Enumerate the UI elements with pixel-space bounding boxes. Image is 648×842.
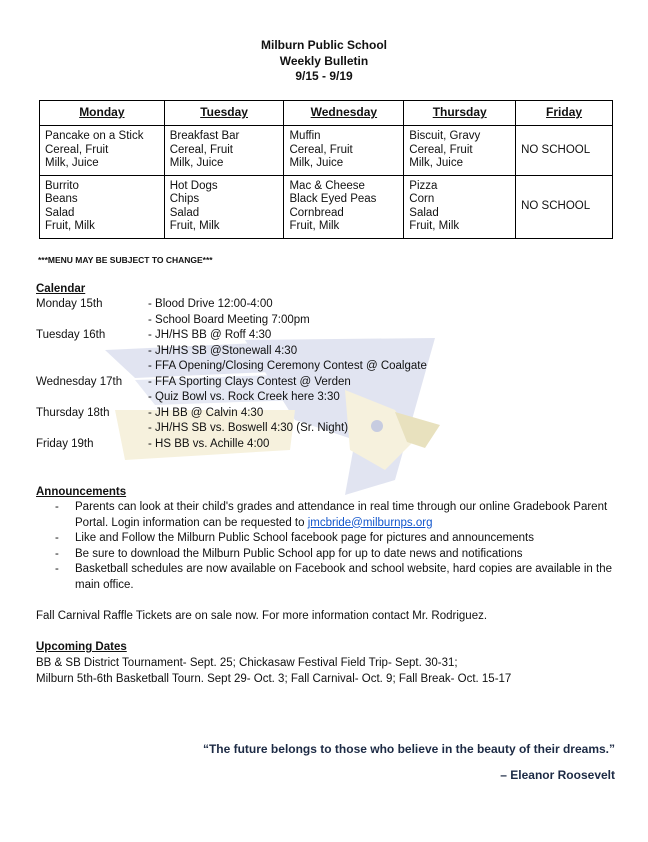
quote-author: – Eleanor Roosevelt — [500, 768, 615, 782]
menu-item: Milk, Juice — [409, 157, 463, 169]
announcement-text: Be sure to download the Milburn Public School app for up to date news and notifications — [75, 547, 523, 560]
menu-item: Fruit, Milk — [409, 220, 460, 232]
lunch-row — [40, 175, 613, 238]
menu-item: Breakfast Bar — [169, 130, 240, 142]
menu-item: Pizza — [409, 179, 438, 192]
menu-item: Fruit, Milk — [45, 220, 95, 232]
bulletin-dates: 9/15 - 9/19 — [295, 69, 353, 83]
inspirational-quote: “The future belongs to those who believe in the beauty of their dreams.” — [202, 742, 615, 756]
lunch-cell — [404, 175, 516, 238]
lunch-cell — [284, 175, 404, 238]
menu-item: Black Eyed Peas — [289, 193, 377, 205]
announcement-item — [55, 562, 625, 593]
menu-item: Cereal, Fruit — [45, 143, 109, 156]
calendar-event: - JH/HS SB vs. Boswell 4:30 (Sr. Night) — [148, 422, 349, 434]
announcement-item — [55, 531, 625, 547]
contact-email-link[interactable]: jmcbride@milburnps.org — [307, 516, 433, 529]
bullet-dash: - — [55, 501, 59, 513]
menu-item: Milk, Juice — [169, 157, 224, 169]
menu-change-note: ***MENU MAY BE SUBJECT TO CHANGE*** — [38, 255, 213, 265]
calendar-day: Thursday 18th — [36, 406, 110, 419]
lunch-cell — [40, 175, 165, 238]
calendar-event: - Blood Drive 12:00-4:00 — [148, 298, 273, 310]
school-name: Milburn Public School — [261, 38, 387, 52]
menu-item: Salad — [45, 206, 75, 219]
lunch-cell — [164, 175, 284, 238]
menu-item: Pancake on a Stick — [45, 130, 144, 142]
upcoming-dates-line: BB & SB District Tournament- Sept. 25; Chickasaw Festival Field Trip- Sept. 30-31; — [36, 657, 458, 669]
calendar-event: - FFA Sporting Clays Contest @ Verden — [148, 375, 351, 388]
breakfast-cell — [164, 126, 284, 176]
menu-day-header: Friday — [516, 101, 613, 126]
breakfast-cell-no-school: NO SCHOOL — [516, 126, 613, 176]
menu-day-header: Wednesday — [284, 101, 404, 126]
breakfast-row — [40, 126, 613, 176]
bullet-dash: - — [55, 547, 59, 560]
menu-item: Fruit, Milk — [289, 220, 340, 232]
upcoming-dates-title: Upcoming Dates — [36, 641, 127, 653]
menu-item: Chips — [169, 193, 200, 205]
menu-item: Muffin — [289, 130, 321, 142]
menu-day-header: Thursday — [404, 101, 516, 126]
bullet-dash: - — [55, 532, 59, 544]
announcements-list — [55, 500, 625, 593]
calendar-event: - School Board Meeting 7:00pm — [148, 313, 310, 326]
menu-day-header: Monday — [40, 101, 165, 126]
announcement-text: Parents can look at their child's grades and attendance in real time through our online Gradebook Parent Portal. Login information can be requested to — [75, 501, 608, 529]
menu-day-header: Tuesday — [164, 101, 284, 126]
announcement-text: Like and Follow the Milburn Public School facebook page for pictures and announcements — [75, 532, 535, 544]
menu-item: Biscuit, Gravy — [409, 130, 481, 142]
breakfast-cell — [404, 126, 516, 176]
calendar-title: Calendar — [36, 283, 86, 295]
calendar-day: Monday 15th — [36, 298, 103, 310]
calendar-event: - JH/HS BB @ Roff 4:30 — [148, 329, 272, 341]
menu-item: Salad — [409, 206, 439, 219]
announcement-text: Basketball schedules are now available on Facebook and school website, hard copies are available in the main office. — [75, 563, 613, 591]
announcement-item — [55, 547, 625, 563]
calendar-event: - Quiz Bowl vs. Rock Creek here 3:30 — [148, 391, 340, 403]
menu-item: Fruit, Milk — [169, 220, 220, 232]
bulletin-title: Weekly Bulletin — [279, 53, 369, 68]
bulletin-header — [0, 38, 648, 85]
calendar-day: Wednesday 17th — [36, 375, 123, 388]
lunch-cell-no-school: NO SCHOOL — [516, 175, 613, 238]
weekly-menu-table — [39, 100, 613, 239]
calendar-event: - JH/HS SB @Stonewall 4:30 — [148, 344, 298, 357]
menu-item: Mac & Cheese — [289, 179, 365, 192]
menu-item: Corn — [409, 193, 435, 205]
menu-item: Cereal, Fruit — [169, 143, 233, 156]
calendar-day: Friday 19th — [36, 437, 94, 450]
menu-item: Cornbread — [289, 206, 344, 219]
breakfast-cell — [284, 126, 404, 176]
upcoming-dates-line: Milburn 5th-6th Basketball Tourn. Sept 29- Oct. 3; Fall Carnival- Oct. 9; Fall Break- Oct. 15-17 — [36, 672, 512, 685]
menu-item: Hot Dogs — [169, 179, 218, 192]
calendar-event: - FFA Opening/Closing Ceremony Contest @ Coalgate — [148, 360, 427, 372]
calendar-day: Tuesday 16th — [36, 329, 106, 341]
menu-item: Cereal, Fruit — [289, 143, 353, 156]
menu-item: Milk, Juice — [289, 157, 344, 169]
breakfast-cell — [40, 126, 165, 176]
announcements-title: Announcements — [36, 486, 127, 498]
menu-item: Burrito — [45, 179, 79, 192]
calendar-event: - JH BB @ Calvin 4:30 — [148, 406, 264, 419]
menu-item: Salad — [169, 206, 200, 219]
calendar-event: - HS BB vs. Achille 4:00 — [148, 437, 270, 450]
raffle-notice: Fall Carnival Raffle Tickets are on sale now. For more information contact Mr. Rodriguez. — [36, 610, 488, 622]
announcement-item — [55, 500, 625, 531]
menu-header-row — [40, 101, 613, 126]
menu-item: Cereal, Fruit — [409, 143, 473, 156]
menu-item: Milk, Juice — [45, 157, 99, 169]
menu-item: Beans — [45, 193, 78, 205]
bullet-dash: - — [55, 563, 59, 575]
